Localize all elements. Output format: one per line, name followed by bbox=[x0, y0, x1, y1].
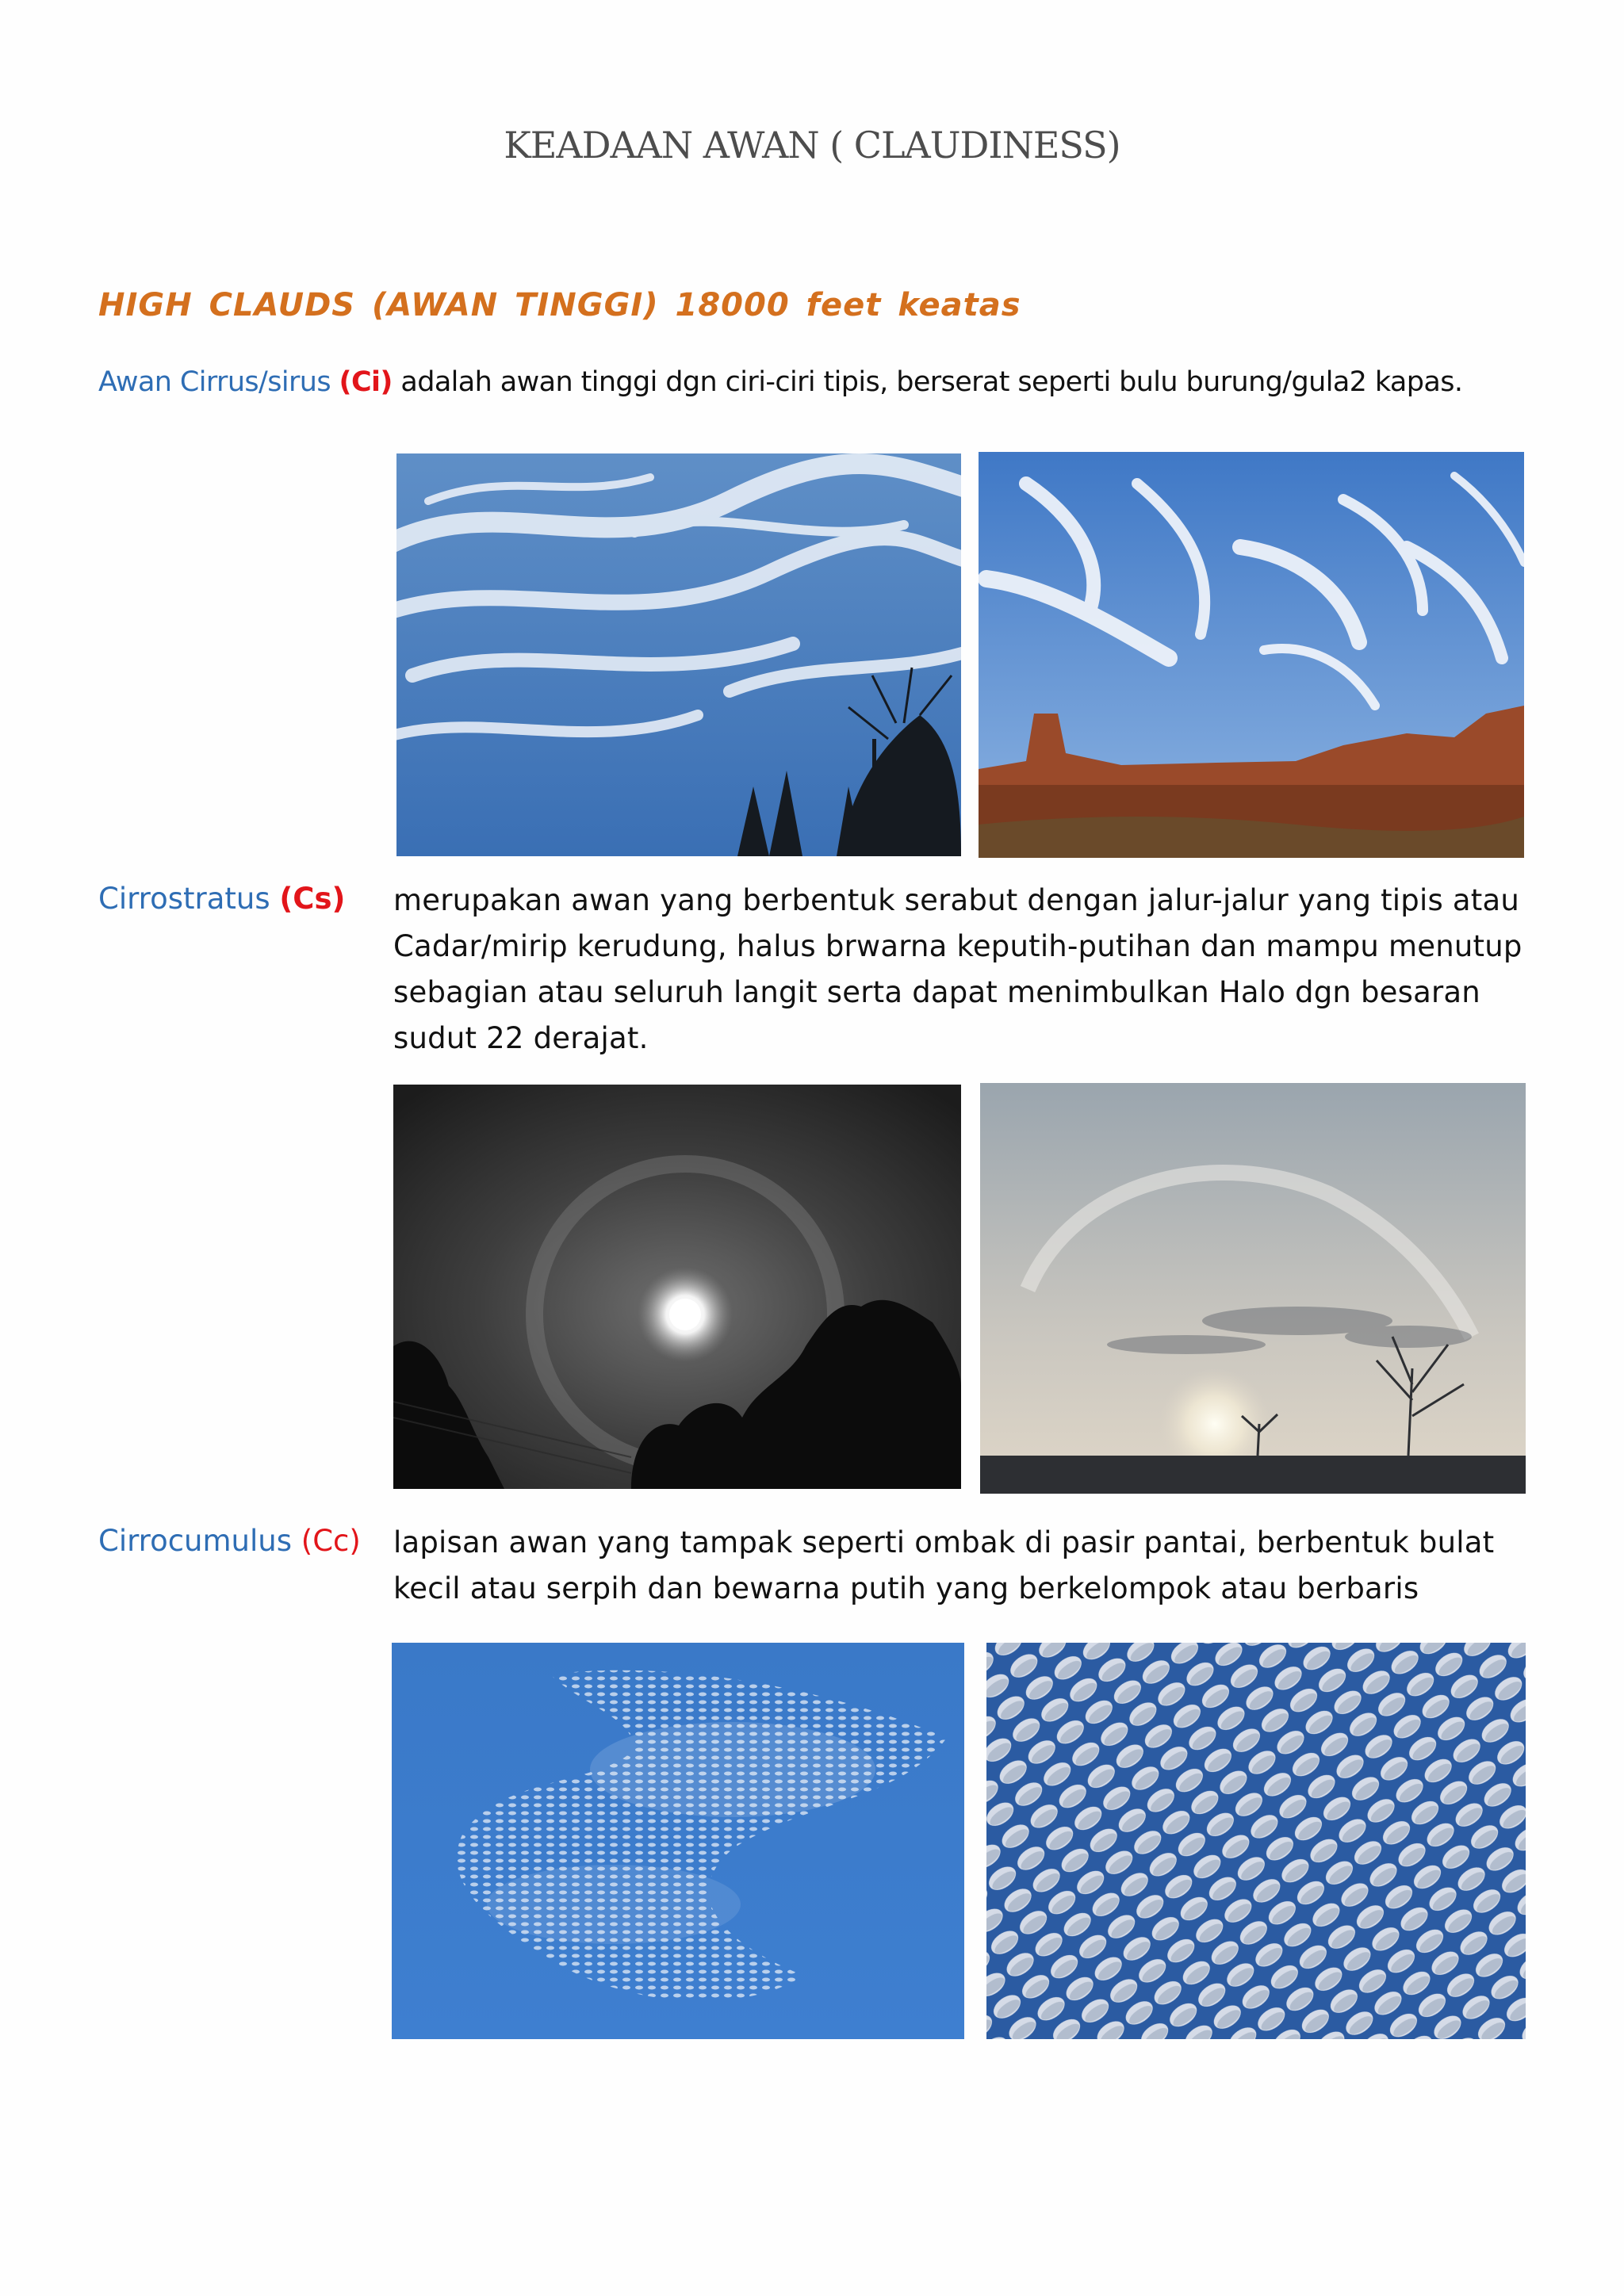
page-title: KEADAAN AWAN ( CLAUDINESS) bbox=[504, 124, 1120, 166]
cirrostratus-term: Cirrostratus bbox=[98, 882, 270, 916]
section-heading: HIGH CLAUDS (AWAN TINGGI) 18000 feet keatas bbox=[98, 287, 1021, 323]
cirrostratus-term-label bbox=[98, 882, 345, 916]
cirrocumulus-description: lapisan awan yang tampak seperti ombak di pasir pantai, berbentuk bulat kecil atau serpih dan bewarna putih yang berkelompok atau berbaris bbox=[393, 1525, 1495, 1605]
cirrostratus-description: merupakan awan yang berbentuk serabut dengan jalur-jalur yang tipis atau Cadar/mirip kerudung, halus brwarna keputih-putihan dan mampu menutup sebagian atau seluruh langit serta dapat menimbulkan Halo dgn besaran sudut 22 derajat. bbox=[393, 883, 1522, 1055]
cirrus-description bbox=[98, 366, 1462, 398]
cirrostratus-abbr: (Cs) bbox=[279, 882, 346, 916]
cirrocumulus-term: Cirrocumulus bbox=[98, 1524, 293, 1558]
cirrus-photo-desert bbox=[979, 452, 1524, 858]
cirrostratus-photo-sun-halo bbox=[980, 1083, 1526, 1494]
cirrostratus-photo-moon-halo bbox=[393, 1085, 961, 1489]
cirrus-abbr: (Ci) bbox=[339, 366, 393, 398]
cirrocumulus-abbr: (Cc) bbox=[301, 1524, 361, 1558]
cirrus-term: Awan Cirrus/sirus bbox=[98, 366, 331, 398]
cirrocumulus-photo-sky bbox=[392, 1643, 964, 2039]
cirrocumulus-photo-ripples bbox=[986, 1643, 1526, 2039]
cirrus-photo-trees bbox=[396, 453, 961, 856]
cirrus-text: adalah awan tinggi dgn ciri-ciri tipis, berserat seperti bulu burung/gula2 kapas. bbox=[400, 366, 1463, 398]
cirrocumulus-term-label bbox=[98, 1524, 361, 1558]
